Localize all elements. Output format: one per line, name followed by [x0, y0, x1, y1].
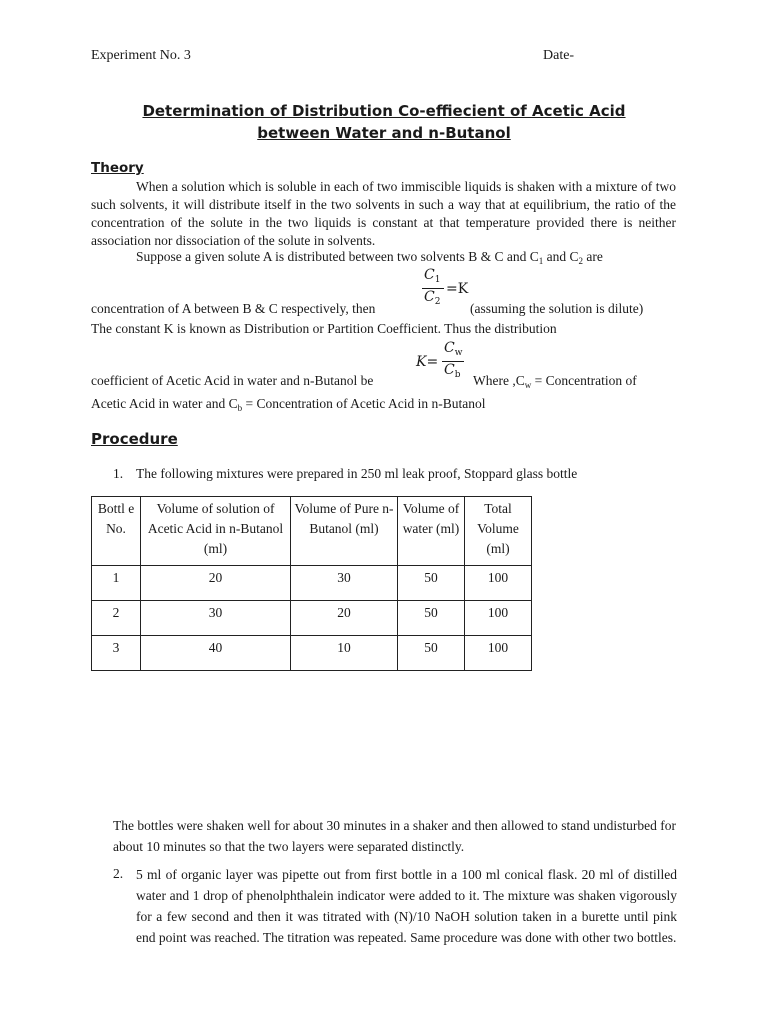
- column-header: Volume of Pure n-Butanol (ml): [291, 497, 398, 566]
- table-cell: 100: [465, 636, 532, 671]
- procedure-heading: Procedure: [91, 430, 178, 448]
- experiment-number: Experiment No. 3: [91, 48, 191, 63]
- column-header: Total Volume (ml): [465, 497, 532, 566]
- table-cell: 20: [291, 601, 398, 636]
- table-row: [92, 601, 532, 636]
- table-cell: 50: [398, 636, 465, 671]
- title-line-1: Determination of Distribution Co-effiecient of Acetic Acid: [142, 102, 626, 120]
- table-header-row: [92, 497, 532, 566]
- theory-paragraph: When a solution which is soluble in each of two immiscible liquids is shaken with a mixture of two such solvents, it will distribute itself in the two solvents in such a way that at equilibrium, the ratio of the concentration of the solute in the two liquids is constant at that temperature provided there is neither association nor dissociation of the solute in solvents.: [91, 179, 676, 248]
- column-header: Bottl e No.: [92, 497, 141, 566]
- table-cell: 50: [398, 566, 465, 601]
- theory-heading: Theory: [91, 160, 144, 176]
- document-title: [60, 100, 708, 144]
- final-line: Acetic Acid in water and $C_b$ = Concentration of Acetic Acid in n-Butanol: [91, 396, 486, 413]
- table-cell: 1: [92, 566, 141, 601]
- table-cell: 10: [291, 636, 398, 671]
- concentration-line: concentration of A between B & C respectively, then: [91, 301, 376, 316]
- table-cell: 50: [398, 601, 465, 636]
- table-cell: 2: [92, 601, 141, 636]
- item-2-text: 5 ml of organic layer was pipette out from first bottle in a 100 ml conical flask. 20 ml of distilled water and 1 drop of phenolphthalein indicator were added to it. The mixture was shaken vigorously for a few second and then it was titrated with (N)/10 NaOH solution taken in a burette until pink end point was reached. The titration was repeated. Same procedure was done with other two bottles.: [136, 867, 677, 945]
- item-1-number: 1.: [113, 466, 124, 481]
- distribution-formula: $C_1$ $C_2$ =K: [424, 267, 469, 307]
- table-cell: 30: [141, 601, 291, 636]
- table-cell: 3: [92, 636, 141, 671]
- table-cell: 100: [465, 566, 532, 601]
- where-line: Where $,C_w$ = Concentration of: [473, 373, 637, 390]
- table-cell: 30: [291, 566, 398, 601]
- date-label: Date-: [543, 48, 575, 63]
- suppose-line: Suppose a given solute A is distributed between two solvents B & C and $C_1$ and $C_2$ are: [136, 249, 603, 266]
- table-row: [92, 636, 532, 671]
- mixtures-table: [91, 496, 532, 671]
- coefficient-formula: K= $C_w$ $C_b$: [416, 340, 463, 380]
- table-cell: 20: [141, 566, 291, 601]
- column-header: Volume of solution of Acetic Acid in n-Butanol (ml): [141, 497, 291, 566]
- item-1-text: The following mixtures were prepared in 250 ml leak proof, Stoppard glass bottle: [136, 466, 578, 481]
- column-header: Volume of water (ml): [398, 497, 465, 566]
- table-cell: 100: [465, 601, 532, 636]
- table-row: [92, 566, 532, 601]
- coefficient-line: coefficient of Acetic Acid in water and n-Butanol be: [91, 373, 374, 388]
- item-2-number: 2.: [113, 866, 124, 881]
- title-line-2: between Water and n-Butanol: [257, 124, 511, 142]
- assuming-note: (assuming the solution is dilute): [470, 301, 644, 316]
- table-cell: 40: [141, 636, 291, 671]
- constant-line: The constant K is known as Distribution or Partition Coefficient. Thus the distribution: [91, 321, 557, 336]
- shaken-paragraph: The bottles were shaken well for about 30 minutes in a shaker and then allowed to stand undisturbed for about 10 minutes so that the two layers were separated distinctly.: [113, 818, 676, 854]
